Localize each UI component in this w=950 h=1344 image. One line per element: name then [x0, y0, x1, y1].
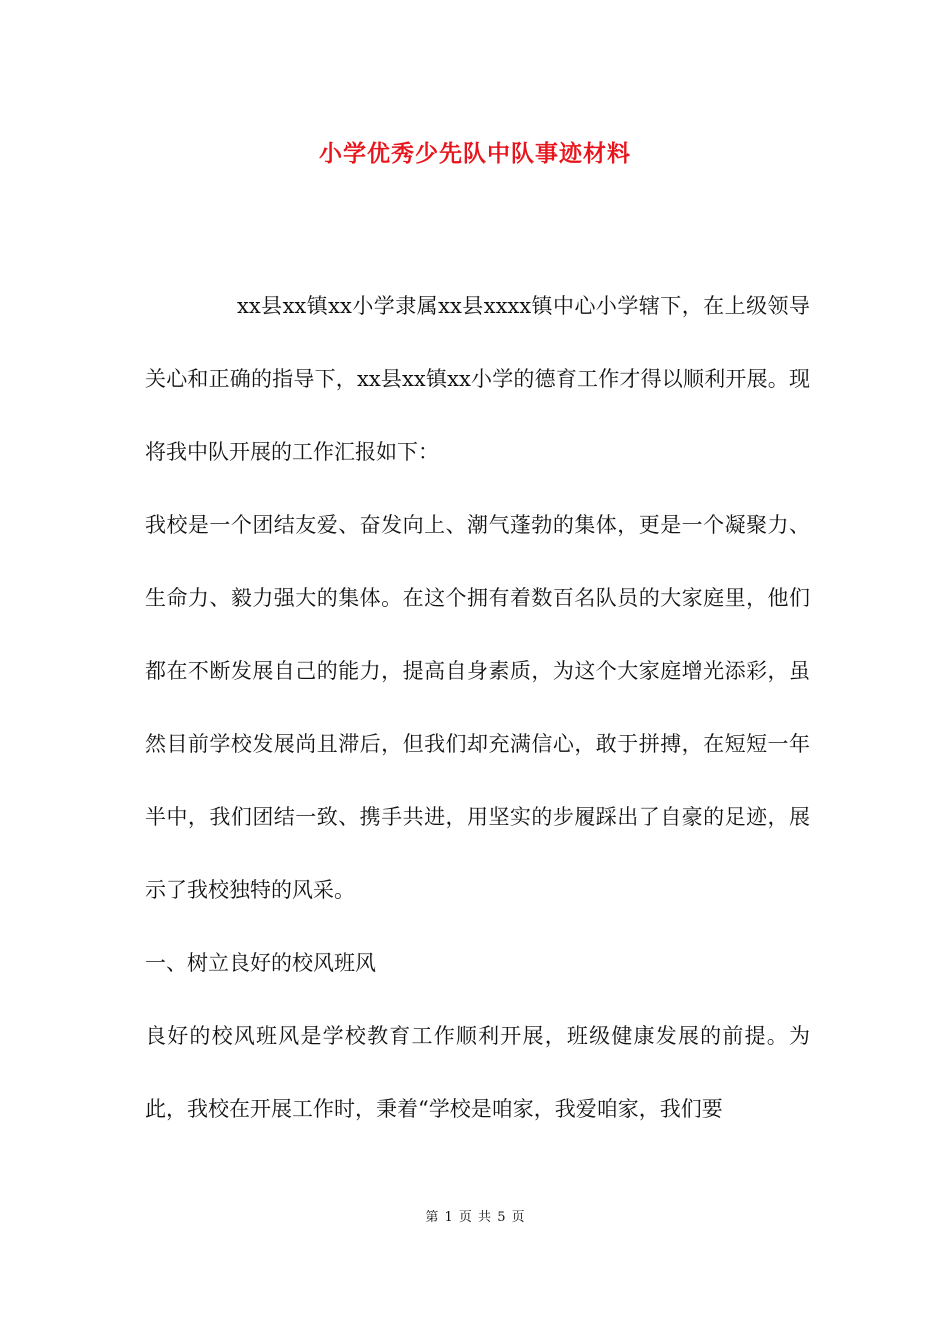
paragraph-intro: xx县xx镇xx小学隶属xx县xxxx镇中心小学辖下，在上级领导关心和正确的指导下，xx县xx镇xx小学的德育工作才得以顺利开展。现将我中队开展的工作汇报如下： [145, 294, 810, 464]
page-number-footer: 第 1 页 共 5 页 [425, 1210, 525, 1225]
paragraph-school-spirit: 良好的校风班风是学校教育工作顺利开展，班级健康发展的前提。为此，我校在开展工作时，秉着“学校是咱家，我爱咱家，我们要 [145, 1024, 810, 1121]
document-body [145, 270, 810, 1146]
document-title: 小学优秀少先队中队事迹材料 [319, 140, 631, 167]
paragraph-school-description: 我校是一个团结友爱、奋发向上、潮气蓬勃的集体，更是一个凝聚力、生命力、毅力强大的集体。在这个拥有着数百名队员的大家庭里，他们都在不断发展自己的能力，提高自身素质，为这个大家庭增光添彩，虽然目前学校发展尚且滞后，但我们却充满信心，敢于拼搏，在短短一年半中，我们团结一致、携手共进，用坚实的步履踩出了自豪的足迹，展示了我校独特的风采。 [145, 513, 810, 902]
section-heading: 一、树立良好的校风班风 [145, 951, 376, 975]
